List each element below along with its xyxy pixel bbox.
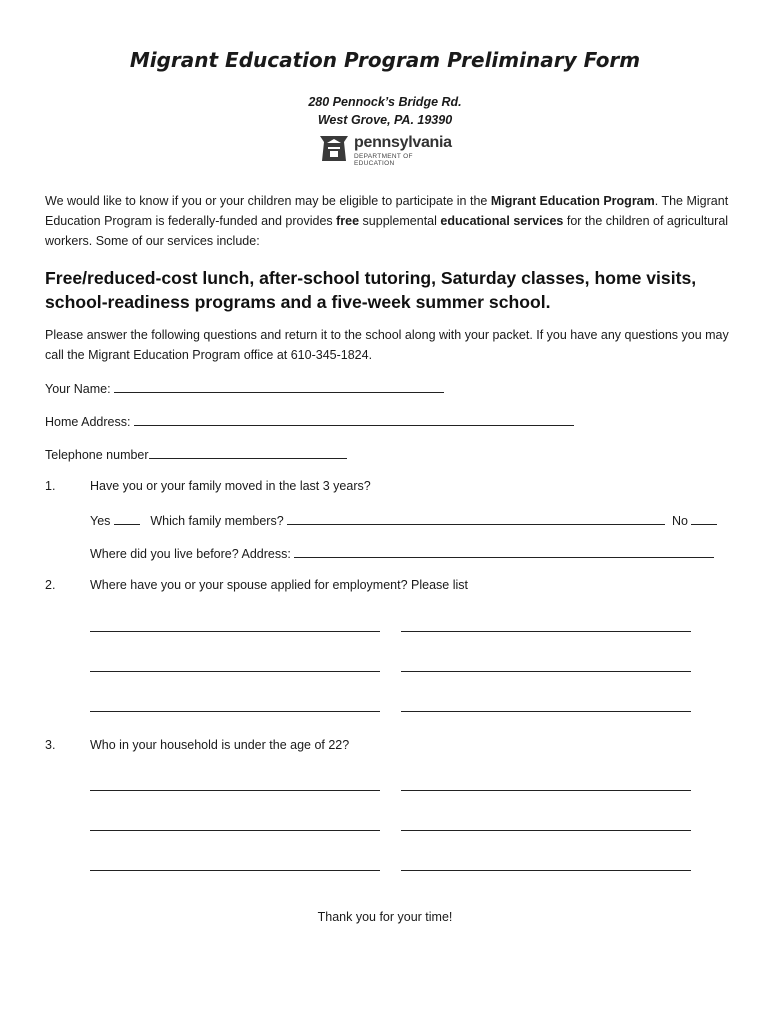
address-field: [45, 413, 574, 429]
previous-address-input-line[interactable]: [294, 545, 714, 558]
services-headline: Free/reduced-cost lunch, after-school tutoring, Saturday classes, home visits, school-readiness programs and a five-week summer school.: [45, 268, 697, 312]
question-3-text: Who in your household is under the age of 22?: [90, 738, 350, 752]
question-1-yes-field: [90, 512, 665, 528]
phone-label: Telephone number: [45, 448, 149, 462]
phone-field: [45, 446, 347, 462]
form-title: Migrant Education Program Preliminary Form: [129, 48, 641, 72]
household-line-2-right[interactable]: [401, 830, 691, 831]
household-line-3-right[interactable]: [401, 870, 691, 871]
thank-you-note: Thank you for your time!: [317, 910, 453, 924]
pennsylvania-logo: [318, 133, 452, 167]
name-field: [45, 380, 444, 396]
yes-input-line[interactable]: [114, 512, 140, 525]
address-line-1: 280 Pennock’s Bridge Rd.: [308, 95, 462, 109]
household-line-1-left[interactable]: [90, 790, 380, 791]
keystone-icon: [318, 133, 350, 165]
question-2-number: 2.: [45, 578, 56, 592]
intro-text-3: supplemental: [359, 214, 441, 228]
question-1-no-field: [672, 512, 717, 528]
instructions-paragraph: Please answer the following questions and return it to the school along with your packet. If you have any questions you may call the Migrant Education Program office at 610-345-1824.: [45, 328, 729, 362]
previous-address-field: [90, 545, 714, 561]
address-line-2: West Grove, PA. 19390: [317, 113, 453, 127]
question-3-number: 3.: [45, 738, 56, 752]
intro-text-1: We would like to know if you or your children may be eligible to participate in the: [45, 194, 491, 208]
name-label: Your Name:: [45, 382, 111, 396]
question-1-text: Have you or your family moved in the last 3 years?: [90, 479, 371, 493]
intro-paragraph: [45, 191, 735, 251]
household-line-1-right[interactable]: [401, 790, 691, 791]
family-members-label: Which family members?: [150, 514, 284, 528]
employment-line-1-right[interactable]: [401, 631, 691, 632]
family-members-input-line[interactable]: [287, 512, 665, 525]
household-line-3-left[interactable]: [90, 870, 380, 871]
address-label: Home Address:: [45, 415, 131, 429]
no-label: No: [672, 514, 688, 528]
question-2-text: Where have you or your spouse applied for employment? Please list: [90, 578, 468, 592]
household-line-2-left[interactable]: [90, 830, 380, 831]
intro-text-4: for the children of agricultural workers. Some of our services include:: [45, 214, 729, 248]
question-1-number: 1.: [45, 479, 56, 493]
employment-line-1-left[interactable]: [90, 631, 380, 632]
intro-bold-free: free: [336, 214, 360, 228]
intro-bold-services: educational services: [440, 214, 564, 228]
yes-label: Yes: [90, 514, 111, 528]
address-input-line[interactable]: [134, 413, 574, 426]
name-input-line[interactable]: [114, 380, 444, 393]
logo-wordmark: pennsylvania: [354, 134, 452, 151]
intro-text-2: . The Migrant Education Program is federally-funded and provides: [45, 194, 729, 228]
employment-line-2-left[interactable]: [90, 671, 380, 672]
intro-bold-program: Migrant Education Program: [490, 194, 655, 208]
logo-subtitle: DEPARTMENT OF EDUCATION: [354, 153, 413, 167]
employment-line-3-right[interactable]: [401, 711, 691, 712]
no-input-line[interactable]: [691, 512, 717, 525]
previous-address-label: Where did you live before? Address:: [90, 547, 291, 561]
employment-line-3-left[interactable]: [90, 711, 380, 712]
employment-line-2-right[interactable]: [401, 671, 691, 672]
phone-input-line[interactable]: [149, 446, 347, 459]
